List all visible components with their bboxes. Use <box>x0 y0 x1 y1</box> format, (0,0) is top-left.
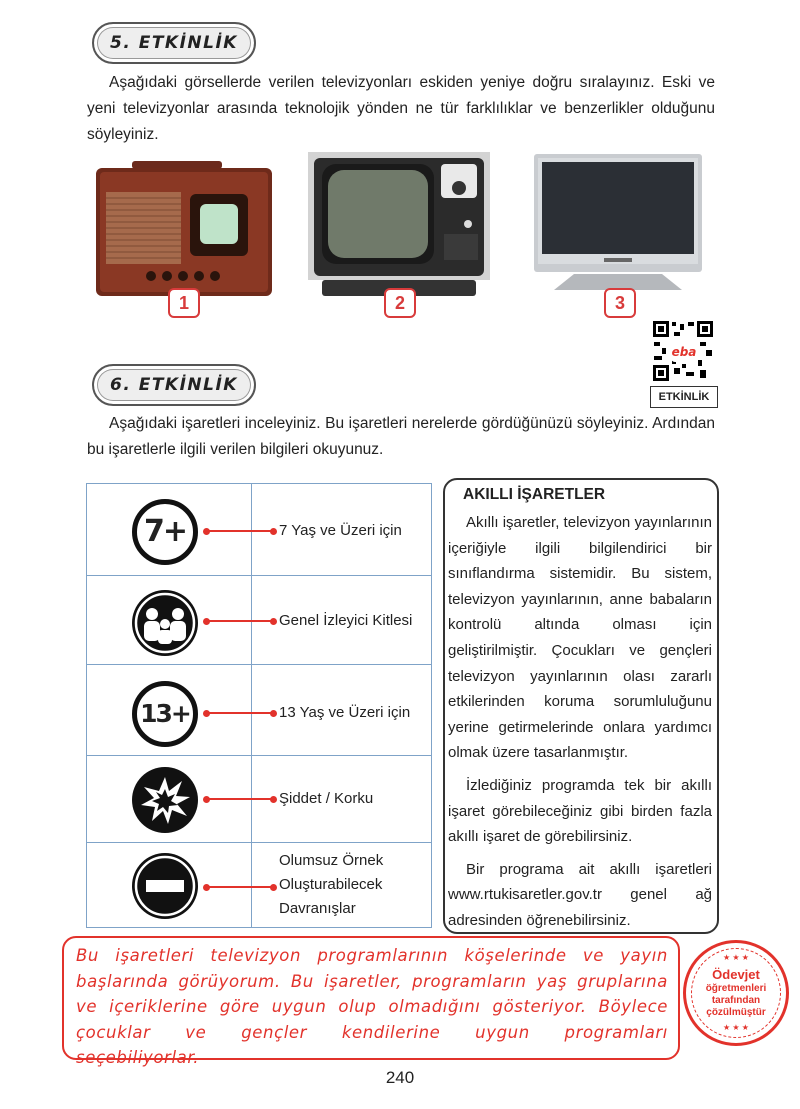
star-icon: ★ ★ ★ <box>723 953 749 962</box>
answer-box <box>62 936 680 1067</box>
table-row <box>87 842 431 928</box>
signs-table <box>86 483 432 928</box>
sign-label: Genel İzleyici Kitlesi <box>279 612 413 629</box>
image-number-badge: 2 <box>384 288 416 318</box>
sign-label: 13 Yaş ve Üzeri için <box>279 704 411 721</box>
table-row <box>87 664 431 756</box>
table-row <box>87 755 431 843</box>
wooden-radio-tv-image <box>94 158 274 298</box>
eba-logo: eba <box>671 345 697 359</box>
image-number-badge: 1 <box>168 288 200 318</box>
smart-signs-info-box <box>443 478 719 934</box>
qr-caption: ETKİNLİK <box>650 386 718 408</box>
info-paragraph: İzlediğiniz programda tek bir akıllı işaret görebileceğiniz gibi birden fazla akıllı işaret de görebilirsiniz. <box>448 776 712 846</box>
negative-example-icon <box>132 853 198 919</box>
activity-6-badge: 6. ETKİNLİK <box>92 364 256 406</box>
table-row <box>87 575 431 665</box>
crt-tv-image <box>308 152 490 298</box>
activity-5-badge: 5. ETKİNLİK <box>92 22 256 64</box>
info-paragraph: Bir programa ait akıllı işaretleri www.rtukisaretler.gov.tr genel ağ adresinden öğrenebilirsiniz. <box>448 860 712 929</box>
solved-stamp: ★ ★ ★ Ödevjet öğretmenleri tarafından çözülmüştür ★ ★ ★ <box>683 940 789 1046</box>
sign-label: Olumsuz Örnek Oluşturabilecek Davranışlar <box>279 852 384 917</box>
page-number: 240 <box>385 1068 415 1087</box>
activity-6-instruction: Aşağıdaki işaretleri inceleyiniz. Bu işaretleri nerelerde gördüğünüzü söyleyiniz. Ardından bu işaretlerle ilgili verilen bilgileri okuyunuz. <box>87 415 715 458</box>
info-paragraph: Akıllı işaretler, televizyon yayınlarının içeriğiyle ilgili bilgilendirici bir sınıflandırma sistemidir. Bu sistem, televizyon yayınlarının, anne babaların kontrolü altında olması için geliştirilmiştir. Çocukları ve gençleri televizyon yayınlarının olası zararlı etkilerinden koruma sorumluluğunu yerine getirmelerinde onlara yardımcı olmak üzere tasarlanmıştır. <box>448 514 712 762</box>
image-number-badge: 3 <box>604 288 636 318</box>
activity-5-instruction: Aşağıdaki görsellerde verilen televizyonları eskiden yeniye doğru sıralayınız. Eski ve yeni televizyonlar arasında teknolojik yönden ne tür farklılıklar ve benzerlikler olduğunu söyleyiniz. <box>87 74 715 143</box>
sign-label: Şiddet / Korku <box>279 790 374 807</box>
info-box-title: AKILLI İŞARETLER <box>463 486 606 503</box>
star-icon: ★ ★ ★ <box>723 1023 749 1032</box>
answer-text: Bu işaretleri televizyon programlarının köşelerinde ve yayın başlarında görüyorum. Bu işaretler, programların yaş gruplarına ve içeriklerine göre uygun olup olmadığını gösteriyor. Böylece çocuklar ve gençler kendilerine uygun programları seçebiliyorlar. <box>76 946 668 1067</box>
flat-screen-tv-image <box>534 154 702 292</box>
violence-fear-icon <box>132 767 198 833</box>
general-audience-icon <box>132 590 198 656</box>
seven-plus-icon: 7+ <box>132 499 198 565</box>
table-row <box>87 484 431 575</box>
thirteen-plus-icon: 13+ <box>132 681 198 747</box>
sign-label: 7 Yaş ve Üzeri için <box>279 522 402 539</box>
qr-code[interactable] <box>652 320 714 382</box>
